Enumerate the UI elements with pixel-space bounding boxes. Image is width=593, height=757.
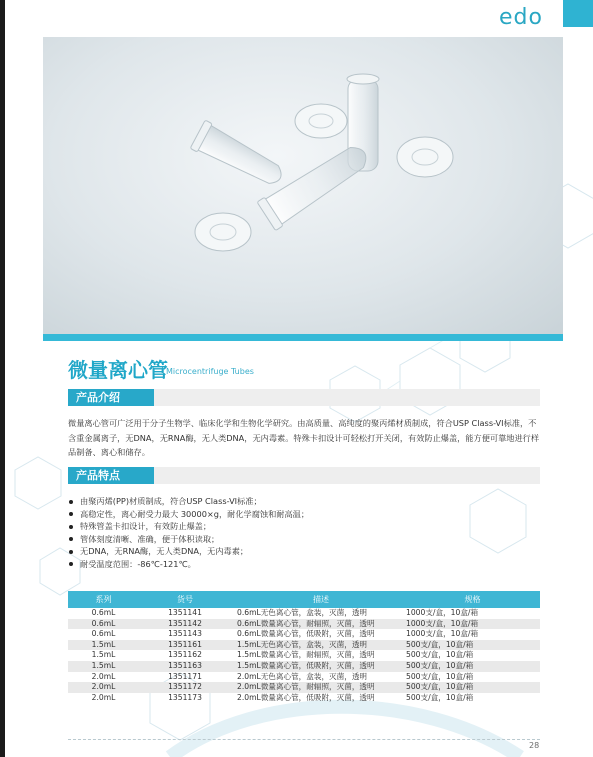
cell-catalog-no: 1351143 <box>168 629 202 639</box>
feature-list <box>68 495 309 570</box>
table-row <box>68 629 540 640</box>
cell-catalog-no: 1351172 <box>139 682 231 693</box>
cell-description: 0.6mL微量离心管，耐辐照，灭菌，透明 <box>231 619 406 630</box>
section-header-intro <box>68 389 540 406</box>
cell-description: 2.0mL微量离心管，低吸附，灭菌，透明 <box>237 692 375 702</box>
cell-spec: 1000支/盒，10盒/箱 <box>406 608 479 617</box>
table-header-row <box>68 591 540 608</box>
cell-series: 0.6mL <box>68 619 139 630</box>
feature-text: 管体刻度清晰、准确，便于体积读取； <box>80 533 220 544</box>
cell-series: 2.0mL <box>68 682 139 693</box>
feature-item <box>68 520 309 533</box>
table-row <box>68 693 540 704</box>
bullet-icon <box>69 500 73 504</box>
cell-description: 2.0mL微量离心管，耐辐照，灭菌，透明 <box>231 682 406 693</box>
specification-table <box>68 591 540 703</box>
cell-spec: 1000支/盒，10盒/箱 <box>406 629 479 639</box>
column-header-series: 系列 <box>68 591 139 608</box>
cell-series: 2.0mL <box>91 692 116 702</box>
intro-paragraph: 微量离心管可广泛用于分子生物学、临床化学和生物化学研究。由高质量、高纯度的聚丙烯材质制成，符合USP Class-VI标准，不含重金属离子，无DNA，无RNA酶，无人类DNA，无内毒素。特殊卡扣设计可轻松打开关闭，有效防止爆盖，能方便可靠地进行样品制备、离心和储存。 <box>68 418 540 457</box>
column-header-spec: 规格 <box>406 591 540 608</box>
bullet-icon <box>69 512 73 516</box>
product-title: 微量离心管 <box>68 358 168 382</box>
cell-catalog-no: 1351163 <box>139 661 231 672</box>
table-row <box>68 650 540 661</box>
cell-series: 1.5mL <box>91 650 116 660</box>
cell-description: 1.5mL微量离心管，耐辐照，灭菌，透明 <box>237 650 375 660</box>
table-divider <box>68 739 540 740</box>
table-row <box>68 682 540 693</box>
cell-spec: 500支/盒，10盒/箱 <box>406 671 474 681</box>
cell-spec: 500支/盒，10盒/箱 <box>406 661 540 672</box>
cell-series: 0.6mL <box>91 629 116 639</box>
microcentrifuge-tubes-illustration <box>43 37 563 334</box>
feature-item <box>68 495 309 508</box>
table-row <box>68 640 540 651</box>
section-title-features: 产品特点 <box>68 467 154 484</box>
table-row <box>68 608 540 619</box>
bullet-icon <box>69 537 73 541</box>
cell-spec: 1000支/盒，10盒/箱 <box>406 619 540 630</box>
bullet-icon <box>69 525 73 529</box>
feature-text: 高稳定性，离心耐受力最大 30000×g，耐化学腐蚀和耐高温； <box>80 508 310 519</box>
cell-spec: 500支/盒，10盒/箱 <box>406 650 474 660</box>
product-photo <box>43 37 563 334</box>
table-row <box>68 661 540 672</box>
cell-catalog-no: 1351141 <box>168 608 202 617</box>
cell-description: 2.0mL无色离心管，盒装，灭菌，透明 <box>237 671 368 681</box>
feature-text: 特殊管盖卡扣设计，有效防止爆盖； <box>80 521 212 531</box>
cell-description: 1.5mL无色离心管，盒装，灭菌，透明 <box>231 640 406 651</box>
table-row <box>68 619 540 630</box>
cell-spec: 500支/盒，10盒/箱 <box>406 682 540 693</box>
cell-series: 1.5mL <box>68 640 139 651</box>
cell-series: 2.0mL <box>91 671 116 681</box>
feature-item <box>68 508 309 521</box>
product-subtitle-en: Microcentrifuge Tubes <box>166 367 254 376</box>
bullet-icon <box>69 562 73 566</box>
cell-series: 0.6mL <box>91 608 116 617</box>
cell-catalog-no: 1351171 <box>168 671 202 681</box>
feature-text: 耐受温度范围：-86℃-121℃。 <box>80 558 196 569</box>
feature-item <box>68 545 309 558</box>
cell-description: 1.5mL微量离心管，低吸附，灭菌，透明 <box>231 661 406 672</box>
feature-item <box>68 558 309 571</box>
bullet-icon <box>69 550 73 554</box>
section-header-features <box>68 467 540 484</box>
column-header-catalog-no: 货号 <box>139 591 231 608</box>
cell-catalog-no: 1351173 <box>168 692 202 702</box>
page-number: 28 <box>529 741 540 750</box>
cell-spec: 500支/盒，10盒/箱 <box>406 640 540 651</box>
table-row <box>68 672 540 683</box>
brand-tab <box>563 0 593 27</box>
feature-text: 无DNA，无RNA酶，无人类DNA，无内毒素； <box>80 546 249 556</box>
hero-accent-bar <box>43 334 563 341</box>
cell-spec: 500支/盒，10盒/箱 <box>406 692 474 702</box>
section-title-intro: 产品介绍 <box>68 389 154 406</box>
cell-catalog-no: 1351161 <box>139 640 231 651</box>
cell-description: 0.6mL无色离心管，盒装，灭菌，透明 <box>237 608 368 617</box>
cell-series: 1.5mL <box>68 661 139 672</box>
cell-catalog-no: 1351162 <box>168 650 202 660</box>
brand-logo: edo <box>499 5 543 30</box>
cell-catalog-no: 1351142 <box>139 619 231 630</box>
cell-description: 0.6mL微量离心管，低吸附，灭菌，透明 <box>237 629 375 639</box>
feature-item <box>68 533 309 546</box>
feature-text: 由聚丙烯(PP)材质制成，符合USP Class-VI标准； <box>80 496 262 506</box>
column-header-description: 描述 <box>231 591 406 608</box>
